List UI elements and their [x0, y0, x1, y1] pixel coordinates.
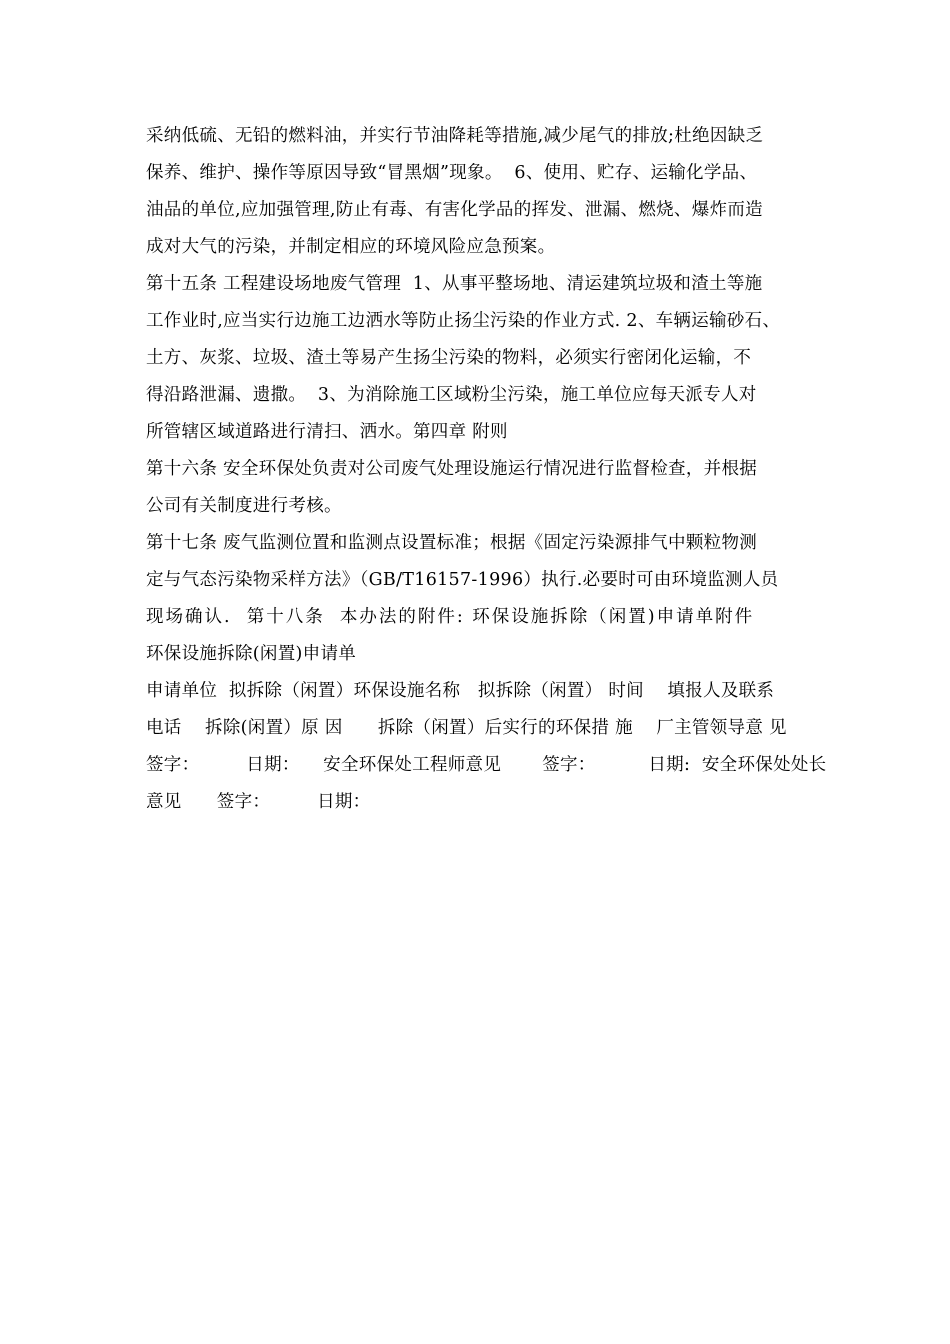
text-line: 成对大气的污染，并制定相应的环境风险应急预案。: [146, 237, 556, 257]
article-15-line: 第十五条 工程建设场地废气管理 1、从事平整场地、清运建筑垃圾和渣土等施: [146, 274, 763, 294]
text-line: 油品的单位,应加强管理,防止有毒、有害化学品的挥发、泄漏、燃烧、爆炸而造: [146, 200, 763, 220]
article-16-line: 第十六条 安全环保处负责对公司废气处理设施运行情况进行监督检查，并根据: [146, 459, 758, 479]
text-line: 现场确认. 第十八条 本办法的附件: 环保设施拆除（闲置)申请单附件: [146, 607, 755, 627]
form-field-line: 电话 拆除(闲置）原 因 拆除（闲置）后实行的环保措 施 厂主管领导意 见: [146, 718, 787, 738]
text-line: 公司有关制度进行考核。: [146, 496, 342, 516]
form-field-line: 意见 签字： 日期：: [146, 792, 371, 812]
text-line: 所管辖区域道路进行清扫、洒水。第四章 附则: [146, 422, 508, 442]
text-line: 保养、维护、操作等原因导致“冒黑烟”现象。 6、使用、贮存、运输化学品、: [146, 163, 758, 183]
text-line: 定与气态污染物采样方法》（GB/T16157-1996）执行.必要时可由环境监测人员: [146, 570, 779, 590]
text-line: 采纳低硫、无铅的燃料油，并实行节油降耗等措施,减少尾气的排放;杜绝因缺乏: [146, 126, 764, 146]
text-line: 工作业时,应当实行边施工边洒水等防止扬尘污染的作业方式. 2、车辆运输砂石、: [146, 311, 781, 331]
attachment-title: 环保设施拆除(闲置)申请单: [146, 644, 357, 664]
form-field-line: 申请单位 拟拆除（闲置）环保设施名称 拟拆除（闲置） 时间 填报人及联系: [146, 681, 775, 701]
document-page: [146, 118, 827, 821]
article-17-line: 第十七条 废气监测位置和监测点设置标准；根据《固定污染源排气中颗粒物测: [146, 533, 758, 553]
text-line: 土方、灰浆、垃圾、渣土等易产生扬尘污染的物料，必须实行密闭化运输，不: [146, 348, 752, 368]
text-line: 得沿路泄漏、遗撒。 3、为消除施工区域粉尘污染，施工单位应每天派专人对: [146, 385, 757, 405]
form-field-line: 签字： 日期： 安全环保处工程师意见 签字： 日期: 安全环保处处长: [146, 755, 827, 775]
